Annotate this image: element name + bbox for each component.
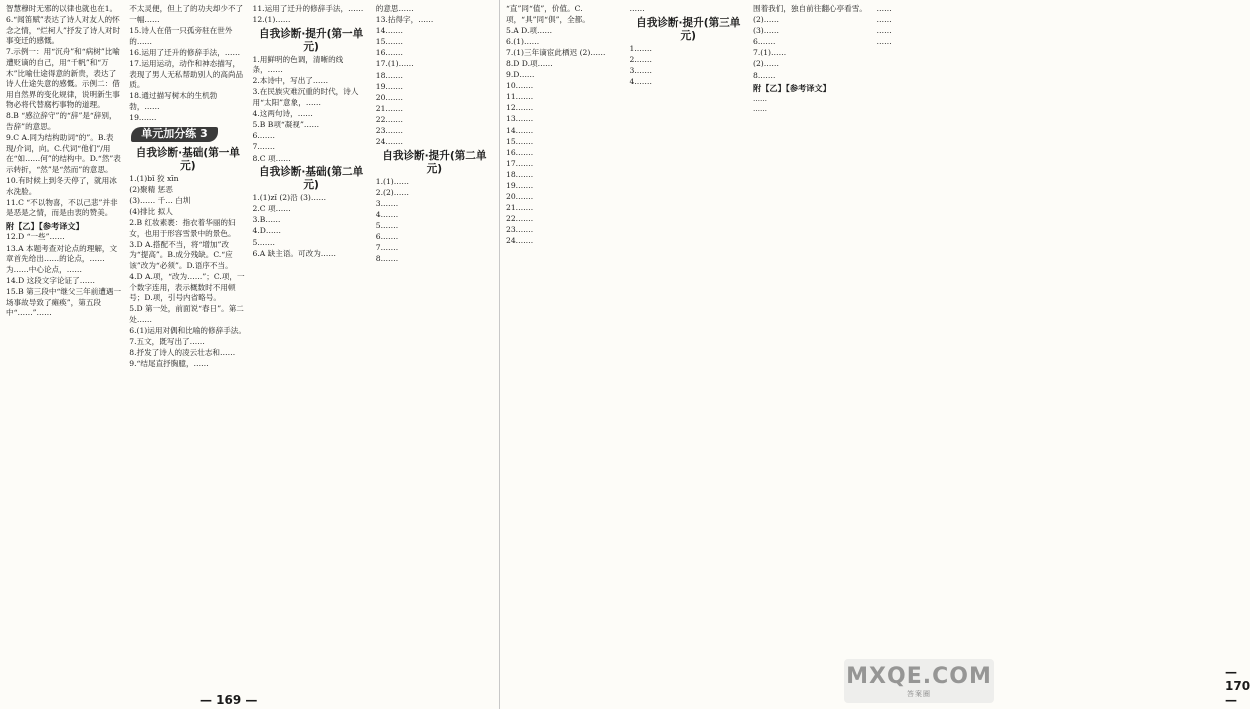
answer-item: 16.…… [375, 48, 404, 58]
page-number-right: — 170 — [1225, 665, 1250, 707]
answer-item: 11.…… [506, 92, 534, 102]
answer-item: 5.D 第一处，前面说“春日”。第二处…… [129, 304, 244, 324]
section-heading: 自我诊断·基础(第二单元) [259, 166, 364, 192]
answer-item: 6.…… [252, 131, 275, 141]
answer-item: 17.运用运动，动作和神态描写，表现了男人无私帮助别人的高尚品质。 [129, 58, 244, 90]
answer-item: 2.(2)…… [375, 187, 409, 197]
section-heading: 自我诊断·提升(第二单元) [382, 149, 487, 175]
answer-item: 5.A D.项…… [506, 25, 553, 35]
answer-item: (2)…… [753, 59, 779, 69]
answer-item: 不太灵便，但上了的功夫却少不了 [129, 4, 244, 13]
answer-item: 24.…… [375, 137, 404, 147]
answer-item: 5.…… [252, 237, 275, 247]
answer-item: 20.…… [375, 92, 404, 102]
answer-item: 7.五文，既写出了…… [129, 337, 205, 347]
answer-item: 5.B B项“凝视”…… [252, 120, 320, 130]
answer-item: 23.…… [375, 126, 404, 136]
answer-item: 13.A 本题考查对论点的理解，文章首先给出……的论点，……为……中心论点，…… [6, 243, 118, 274]
left-col-1 [6, 4, 123, 709]
unit-banner: 单元加分练 3 [131, 127, 217, 142]
answer-item: …… [876, 15, 892, 25]
answer-item: 5.…… [375, 221, 399, 231]
answer-item: …… [876, 37, 892, 47]
answer-item: 7.示例一：用“沉舟”和“病树”比喻遭贬谪的自己，用“千帆”和“万木”比喻仕途得意的新贵，表达了诗人仕途失意的感慨。示例二：借用自然界的变化规律，说明新生事物必将代替腐朽事物的道理。 [6, 47, 120, 110]
watermark-caption: 答案圈 [907, 689, 931, 698]
answer-item: 8.…… [753, 70, 776, 80]
answer-item: 17.(1)…… [375, 59, 414, 69]
answer-item: 4.D A.项，“改为……”；C.项，一个数字连用，表示概数时不用顿号；D.项，引号内省略号。 [129, 271, 245, 303]
left-page [0, 0, 500, 709]
answer-item: 21.…… [506, 203, 534, 213]
answer-item: 2.B 红妆素裹：指衣着华丽的妇女，也用于形容雪景中的景色。 [129, 218, 236, 238]
answer-item: 7.(1)…… [753, 48, 787, 58]
answer-item: 4.…… [629, 76, 652, 86]
reference-translation-heading: 附【乙】【参考译文】 [6, 220, 84, 231]
right-col-1 [506, 4, 624, 709]
answer-item: 11.C “不以物喜，不以己悲”并非是恶是之情，而是由衷的赞美。 [6, 197, 118, 218]
answer-item: 4.这两句诗，…… [252, 109, 313, 119]
answer-item: 11.运用了迁升的修辞手法，…… [252, 4, 364, 13]
answer-item: …… [876, 4, 892, 13]
answer-item: 14.…… [375, 26, 404, 36]
answer-item: 3.…… [375, 198, 399, 208]
answer-item: …… [876, 26, 892, 36]
answer-item: 20.…… [506, 192, 534, 202]
answer-item: 19.…… [375, 81, 404, 91]
answer-item: 8.抒发了诗人的凌云壮志和…… [129, 348, 236, 358]
translation-text: …… [753, 94, 767, 103]
answer-item: 23.…… [506, 225, 534, 235]
answer-item: 14.D 这段文字论证了…… [6, 275, 95, 285]
answer-item: 8.C 项…… [252, 153, 291, 163]
answer-item: 16.…… [506, 147, 534, 157]
answer-item: 18.…… [375, 70, 404, 80]
answer-item: 22.…… [375, 114, 404, 124]
page-number-left: — 169 — [200, 693, 258, 707]
answer-item: 4.…… [375, 210, 399, 219]
answer-item: 3.B…… [252, 215, 281, 225]
section-heading: 自我诊断·提升(第一单元) [259, 27, 364, 53]
answer-item: …… [629, 4, 645, 13]
answer-item: “直”同“值”，价值。C.项，“具”同“俱”，全都。 [506, 4, 590, 24]
left-col-2 [129, 4, 246, 709]
right-col-4 [877, 4, 995, 709]
left-col-4 [376, 4, 493, 709]
answer-item: 12.D “一些”…… [6, 232, 65, 242]
section-heading: 自我诊断·提升(第三单元) [636, 16, 741, 42]
answer-item: 15.…… [375, 37, 404, 47]
answer-item: 1.(1)…… [375, 176, 409, 186]
left-col-3 [253, 4, 370, 709]
answer-item: (3)…… [753, 26, 779, 36]
watermark-logo-text: MXQE.COM [846, 663, 992, 689]
answer-item: 10.…… [506, 81, 534, 91]
answer-item: 10.有时候上到冬天停了，就用冰水洗脸。 [6, 176, 117, 196]
answer-item: 1.用鲜明的色调，清晰的线条，…… [252, 54, 344, 75]
answer-item: 围着我们，独自前往翻心亭看雪。 [753, 4, 867, 13]
answer-item: 的意思…… [375, 4, 414, 13]
answer-item: 21.…… [375, 103, 404, 113]
answer-item: 8.B “感泣辞守”的“辞”是“辞别，告辞”的意思。 [6, 111, 117, 132]
answer-item: 6.…… [753, 37, 776, 47]
section-heading: 自我诊断·基础(第一单元) [135, 146, 240, 172]
answer-item: (4)排比 拟人 [129, 206, 173, 216]
answer-item: 8.D D.项…… [506, 58, 553, 68]
answer-item: 6.…… [375, 232, 399, 242]
answer-item: 17.…… [506, 158, 534, 168]
answer-item: 3.D A.搭配不当，将“增加”改为“提高”。B.成分残缺。C.“应该”改为“必须”。D.语序不当。 [129, 239, 233, 270]
answer-item: 16.运用了迁升的修辞手法，…… [129, 47, 241, 57]
right-col-2 [630, 4, 748, 709]
answer-item: 13.拈得字，…… [375, 15, 434, 25]
answer-item: 2.…… [629, 54, 652, 64]
answer-item: 15.…… [506, 136, 534, 146]
answer-item: (3)…… 千… 白圳 [129, 195, 191, 205]
answer-item: 22.…… [506, 214, 534, 224]
answer-item: 19.…… [506, 181, 534, 190]
answer-item: 1.…… [629, 43, 652, 53]
answer-item: 7.…… [252, 142, 275, 152]
answer-item: 6.(1)…… [506, 36, 540, 46]
answer-item: 3.在民族灾难沉重的时代，诗人用“太阳”意象，…… [252, 87, 359, 108]
answer-item: 15.B 第三段中“继父三年前遭遇一场事故导致了瘫痪”，第五段中“……”…… [6, 286, 122, 318]
answer-item: 9.C A.同为结构助词“的”。B.表现/介词，向。C.代词“他们”/用在“如……何”的结构中。D.“然”表示转折，“然”是“然而”的意思。 [6, 133, 121, 174]
answer-item: 1.(1)bǐ 狡 xīn [129, 173, 179, 183]
answer-item: 9.“结尾直抒胸臆，…… [129, 359, 209, 369]
answer-item: 18.…… [506, 169, 534, 179]
answer-item: 7.(1)三年谪宦此栖迟 (2)…… [506, 47, 606, 57]
answer-item: 9.D…… [506, 70, 535, 80]
answer-item: 3.…… [629, 65, 652, 75]
answer-item: 智慧穆时无邪的以律也就也在1。 [6, 4, 118, 13]
reference-translation-heading: 附【乙】【参考译文】 [753, 83, 831, 94]
answer-item: (2)聚精 惩恶 [129, 184, 173, 194]
translation-text: …… [753, 104, 767, 113]
answer-item: 6.A 缺主语。可改为…… [252, 248, 336, 258]
answer-item: 6.(1)运用对偶和比喻的修辞手法。 [129, 325, 246, 335]
answer-item: (2)…… [753, 15, 779, 25]
answer-item: 2.C 项…… [252, 204, 291, 214]
answer-item: 12.(1)…… [252, 15, 291, 25]
right-page [500, 0, 1250, 709]
answer-item: 7.…… [375, 243, 399, 253]
answer-item: 14.…… [506, 125, 534, 135]
answer-item: 8.…… [375, 254, 399, 264]
answer-item: 13.…… [506, 114, 534, 124]
watermark-logo [844, 659, 994, 703]
answer-item: 2.本诗中，写出了…… [252, 76, 329, 86]
right-col-3 [753, 4, 871, 709]
answer-item: 1.(1)zǐ (2)沿 (3)…… [252, 193, 327, 203]
answer-item: 一幅…… [129, 15, 160, 25]
answer-item: 24.…… [506, 236, 534, 246]
answer-item: 4.D…… [252, 226, 282, 236]
answer-item: 15.诗人在借一只孤旁驻在世外的…… [129, 26, 233, 46]
answer-item: 18.通过描写树木的生机勃勃，…… [129, 91, 218, 111]
answer-item: 12.…… [506, 103, 534, 113]
answer-item: 6.“闻笛赋”表达了诗人对友人的怀念之情，“烂柯人”抒发了诗人对时事变迁的感慨。 [6, 15, 121, 46]
answer-item: 19.…… [129, 112, 157, 122]
